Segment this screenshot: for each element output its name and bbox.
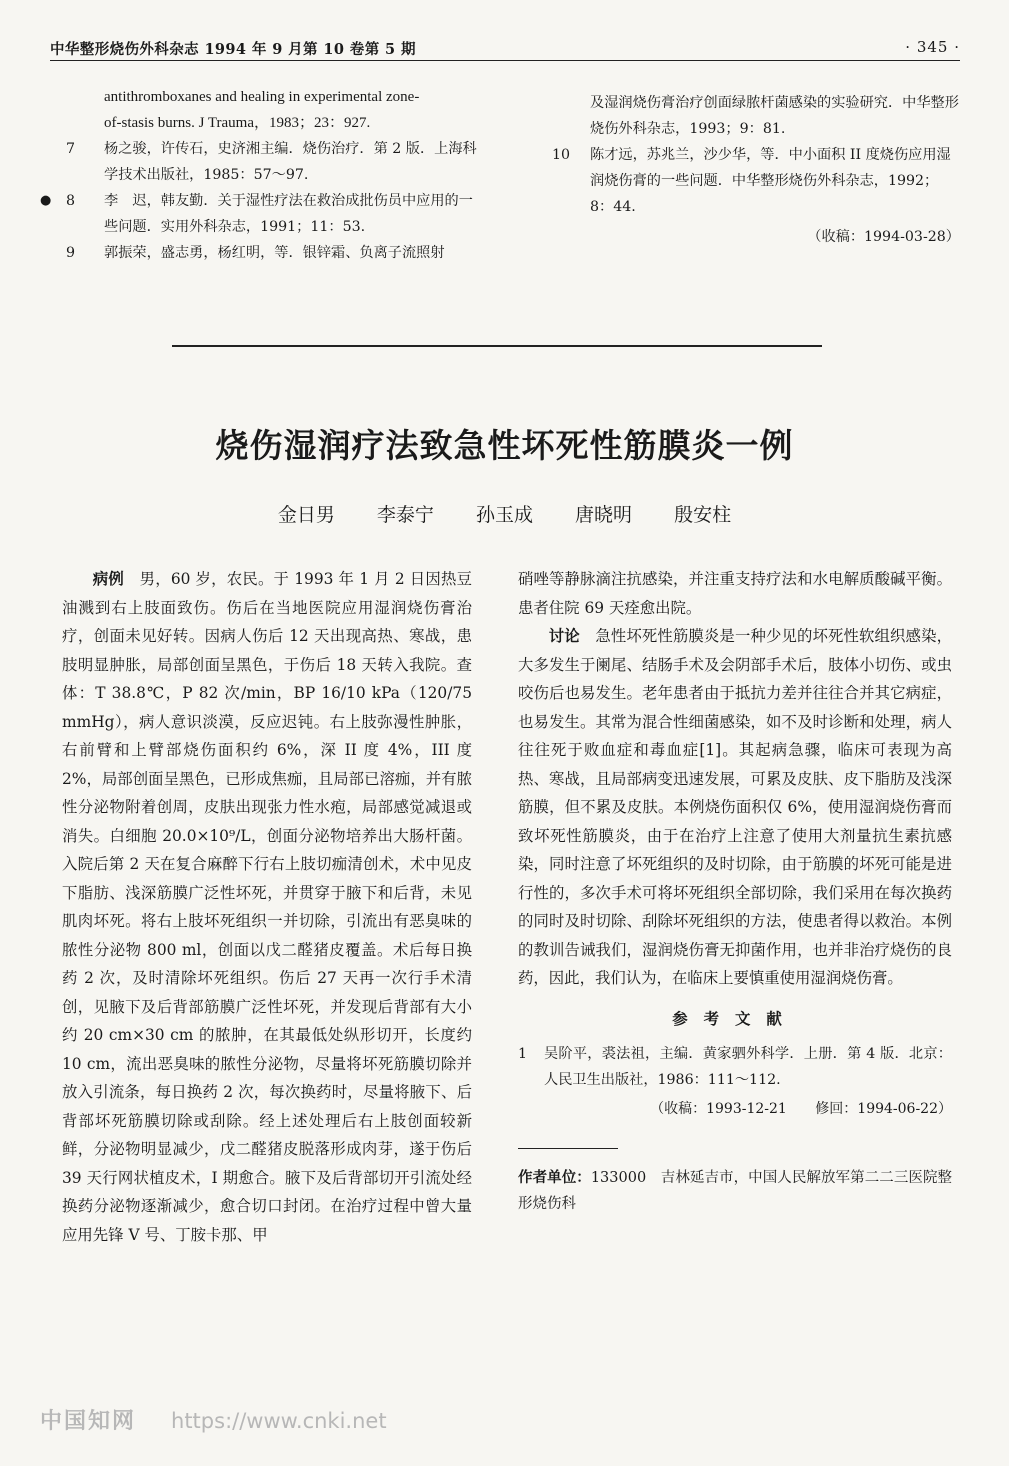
received-date: （收稿：1993-12-21 [650,1101,787,1117]
previous-article-references-left [40,84,486,266]
section-divider [172,345,822,347]
running-head [50,34,960,62]
cnki-logo: 中国知网 [40,1409,137,1434]
cnki-url: https://www.cnki.net [171,1409,387,1433]
discussion-lead: 讨论 [548,627,580,645]
revised-date: 修回：1994-06-22） [815,1101,952,1117]
reference-text: 郭振荣，盛志勇，杨红明，等．银锌霜、负离子流照射 [104,245,445,261]
author-name: 金日男 [277,504,335,526]
received-date: （收稿：1994-03-28） [807,229,960,245]
previous-article-references-right [552,90,960,250]
reference-continuation [66,84,486,136]
discussion-paragraph [518,622,952,993]
article-title: 烧伤湿润疗法致急性坏死性筋膜炎一例 [215,426,794,465]
body-column-left [62,565,472,1249]
reference-text: 陈才远，苏兆兰，沙少华，等．中小面积 II 度烧伤应用湿润烧伤膏的一些问题．中华整形烧伤外科杂志，1992；8：44. [590,147,951,215]
reference-number: 10 [552,147,571,163]
reference-number: 9 [66,245,76,261]
discussion-text: 急性坏死性筋膜炎是一种少见的坏死性软组织感染，大多发生于阑尾、结肠手术及会阴部手术后，肢体小切伤、或虫咬伤后也易发生。老年患者由于抵抗力差并往往合并其它病症，也易发生。其常为混合性细菌感染，如不及时诊断和处理，病人往往死于败血症和毒血症[1]。其起病急骤，临床可表现为高热、寒战，且局部病变迅速发展，可累及皮肤、皮下脂肪及浅深筋膜，但不累及皮肤。本例烧伤面积仅 6%，使用湿润烧伤膏而致坏死性筋膜炎，由于在治疗上注意了使用大剂量抗生素抗感染，同时注意了坏死组织的及时切除，由于筋膜的坏死可能是进行性的，多次手术可将坏死组织全部切除，我们采用在每次换药的同时及时切除、刮除坏死组织的方法，使患者得以救治。本例的教训告诫我们，湿润烧伤膏无抑菌作用，也并非治疗烧伤的良药，因此，我们认为，在临床上要慎重使用湿润烧伤膏。 [518,627,952,987]
reference-item [518,1041,952,1093]
author-name: 殷安柱 [674,504,732,526]
case-report-continuation: 硝唑等静脉滴注抗感染，并注重支持疗法和水电解质酸碱平衡。患者住院 69 天痊愈出院。 [518,570,952,617]
references-list [518,1041,952,1093]
reference-number: 8 [66,193,76,209]
reference-item [552,142,960,220]
reference-continuation-line-2: of-stasis burns. J Trauma，1983；23：927. [104,115,371,131]
affiliation-text: 133000 吉林延吉市，中国人民解放军第二二三医院整形烧伤科 [518,1169,953,1212]
reference-text: 及湿润烧伤膏治疗创面绿脓杆菌感染的实验研究．中华整形烧伤外科杂志，1993；9：81. [590,95,959,137]
reference-item [66,240,486,266]
reference-item [66,136,486,188]
author-name: 孙玉成 [475,504,533,526]
reference-text: 吴阶平，裘法祖，主编．黄家驷外科学．上册．第 4 版．北京：人民卫生出版社，1986：111～112. [544,1046,952,1088]
author-list [0,500,1009,527]
author-name: 唐晓明 [575,504,633,526]
article-dates [518,1095,952,1124]
journal-info: 中华整形烧伤外科杂志 1994 年 9 月第 10 卷第 5 期 [50,41,416,58]
reference-continuation-line-1: antithromboxanes and healing in experimental zone- [104,89,420,105]
reference-number: 1 [518,1046,528,1062]
case-text: 男，60 岁，农民。于 1993 年 1 月 2 日因热豆油溅到右上肢面致伤。伤后在当地医院应用湿润烧伤膏治疗，创面未见好转。因病人伤后 12 天出现高热、寒战，患肢明显肿胀，局部创面呈黑色，于伤后 18 天转入我院。查体：T 38.8℃，P 82 次/min，BP 16/10 kPa（120/75 mmHg），病人意识淡漠，反应迟钝。右上肢弥漫性肿胀，右前臂和上臂部烧伤面积约 6%，深 II 度 4%，III 度 2%，局部创面呈黑色，已形成焦痂，且局部已溶痂，并有脓性分泌物附着创周，皮肤出现张力性水疱，局部感觉减退或消失。白细胞 20.0×10⁹/L，创面分泌物培养出大肠杆菌。入院后第 2 天在复合麻醉下行右上肢切痂清创术，术中见皮下脂肪、浅深筋膜广泛性坏死，并贯穿于腋下和后背，未见肌肉坏死。将右上肢坏死组织一并切除，引流出有恶臭味的脓性分泌物 800 ml，创面以戊二醛猪皮覆盖。术后每日换药 2 次，及时清除坏死组织。伤后 27 天再一次行手术清创，见腋下及后背部筋膜广泛性坏死，并发现后背部有大小约 20 cm×30 cm 的脓肿，在其最低处纵形切开，长度约 10 cm，流出恶臭味的脓性分泌物，尽量将坏死筋膜切除并放入引流条，每日换药 2 次，每次换药时，尽量将腋下、后背部坏死筋膜切除或刮除。经上述处理后右上肢创面较新鲜，分泌物明显减少，戊二醛猪皮脱落形成肉芽，遂于伤后 39 天行网状植皮术，I 期愈合。腋下及后背部切开引流处经换药分泌物逐渐减少，愈合切口封闭。在治疗过程中曾大量应用先锋 V 号、丁胺卡那、甲 [62,570,472,1244]
references-heading: 参考文献 [672,1009,798,1028]
bullet-mark-icon: ● [40,193,52,208]
reference-text: 李 迟，韩友勤．关于湿性疗法在救治成批伤员中应用的一些问题．实用外科杂志，1991；11：53. [104,193,473,235]
reference-text: 杨之骏，许传石，史济湘主编．烧伤治疗．第 2 版．上海科学技术出版社，1985：57～97. [104,141,477,183]
body-column-right [518,565,952,1217]
author-name: 李泰宁 [376,504,434,526]
page-number: · 345 · [905,38,960,56]
reference-number: 7 [66,141,76,157]
footnote-rule [518,1148,618,1149]
affiliation-label: 作者单位： [518,1169,591,1186]
header-rule [50,60,960,61]
cnki-watermark [40,1404,387,1435]
author-affiliation [518,1165,952,1217]
reference-item [40,188,486,240]
reference-continuation [552,90,960,142]
case-lead: 病例 [92,570,125,588]
case-report-paragraph [62,565,472,1249]
